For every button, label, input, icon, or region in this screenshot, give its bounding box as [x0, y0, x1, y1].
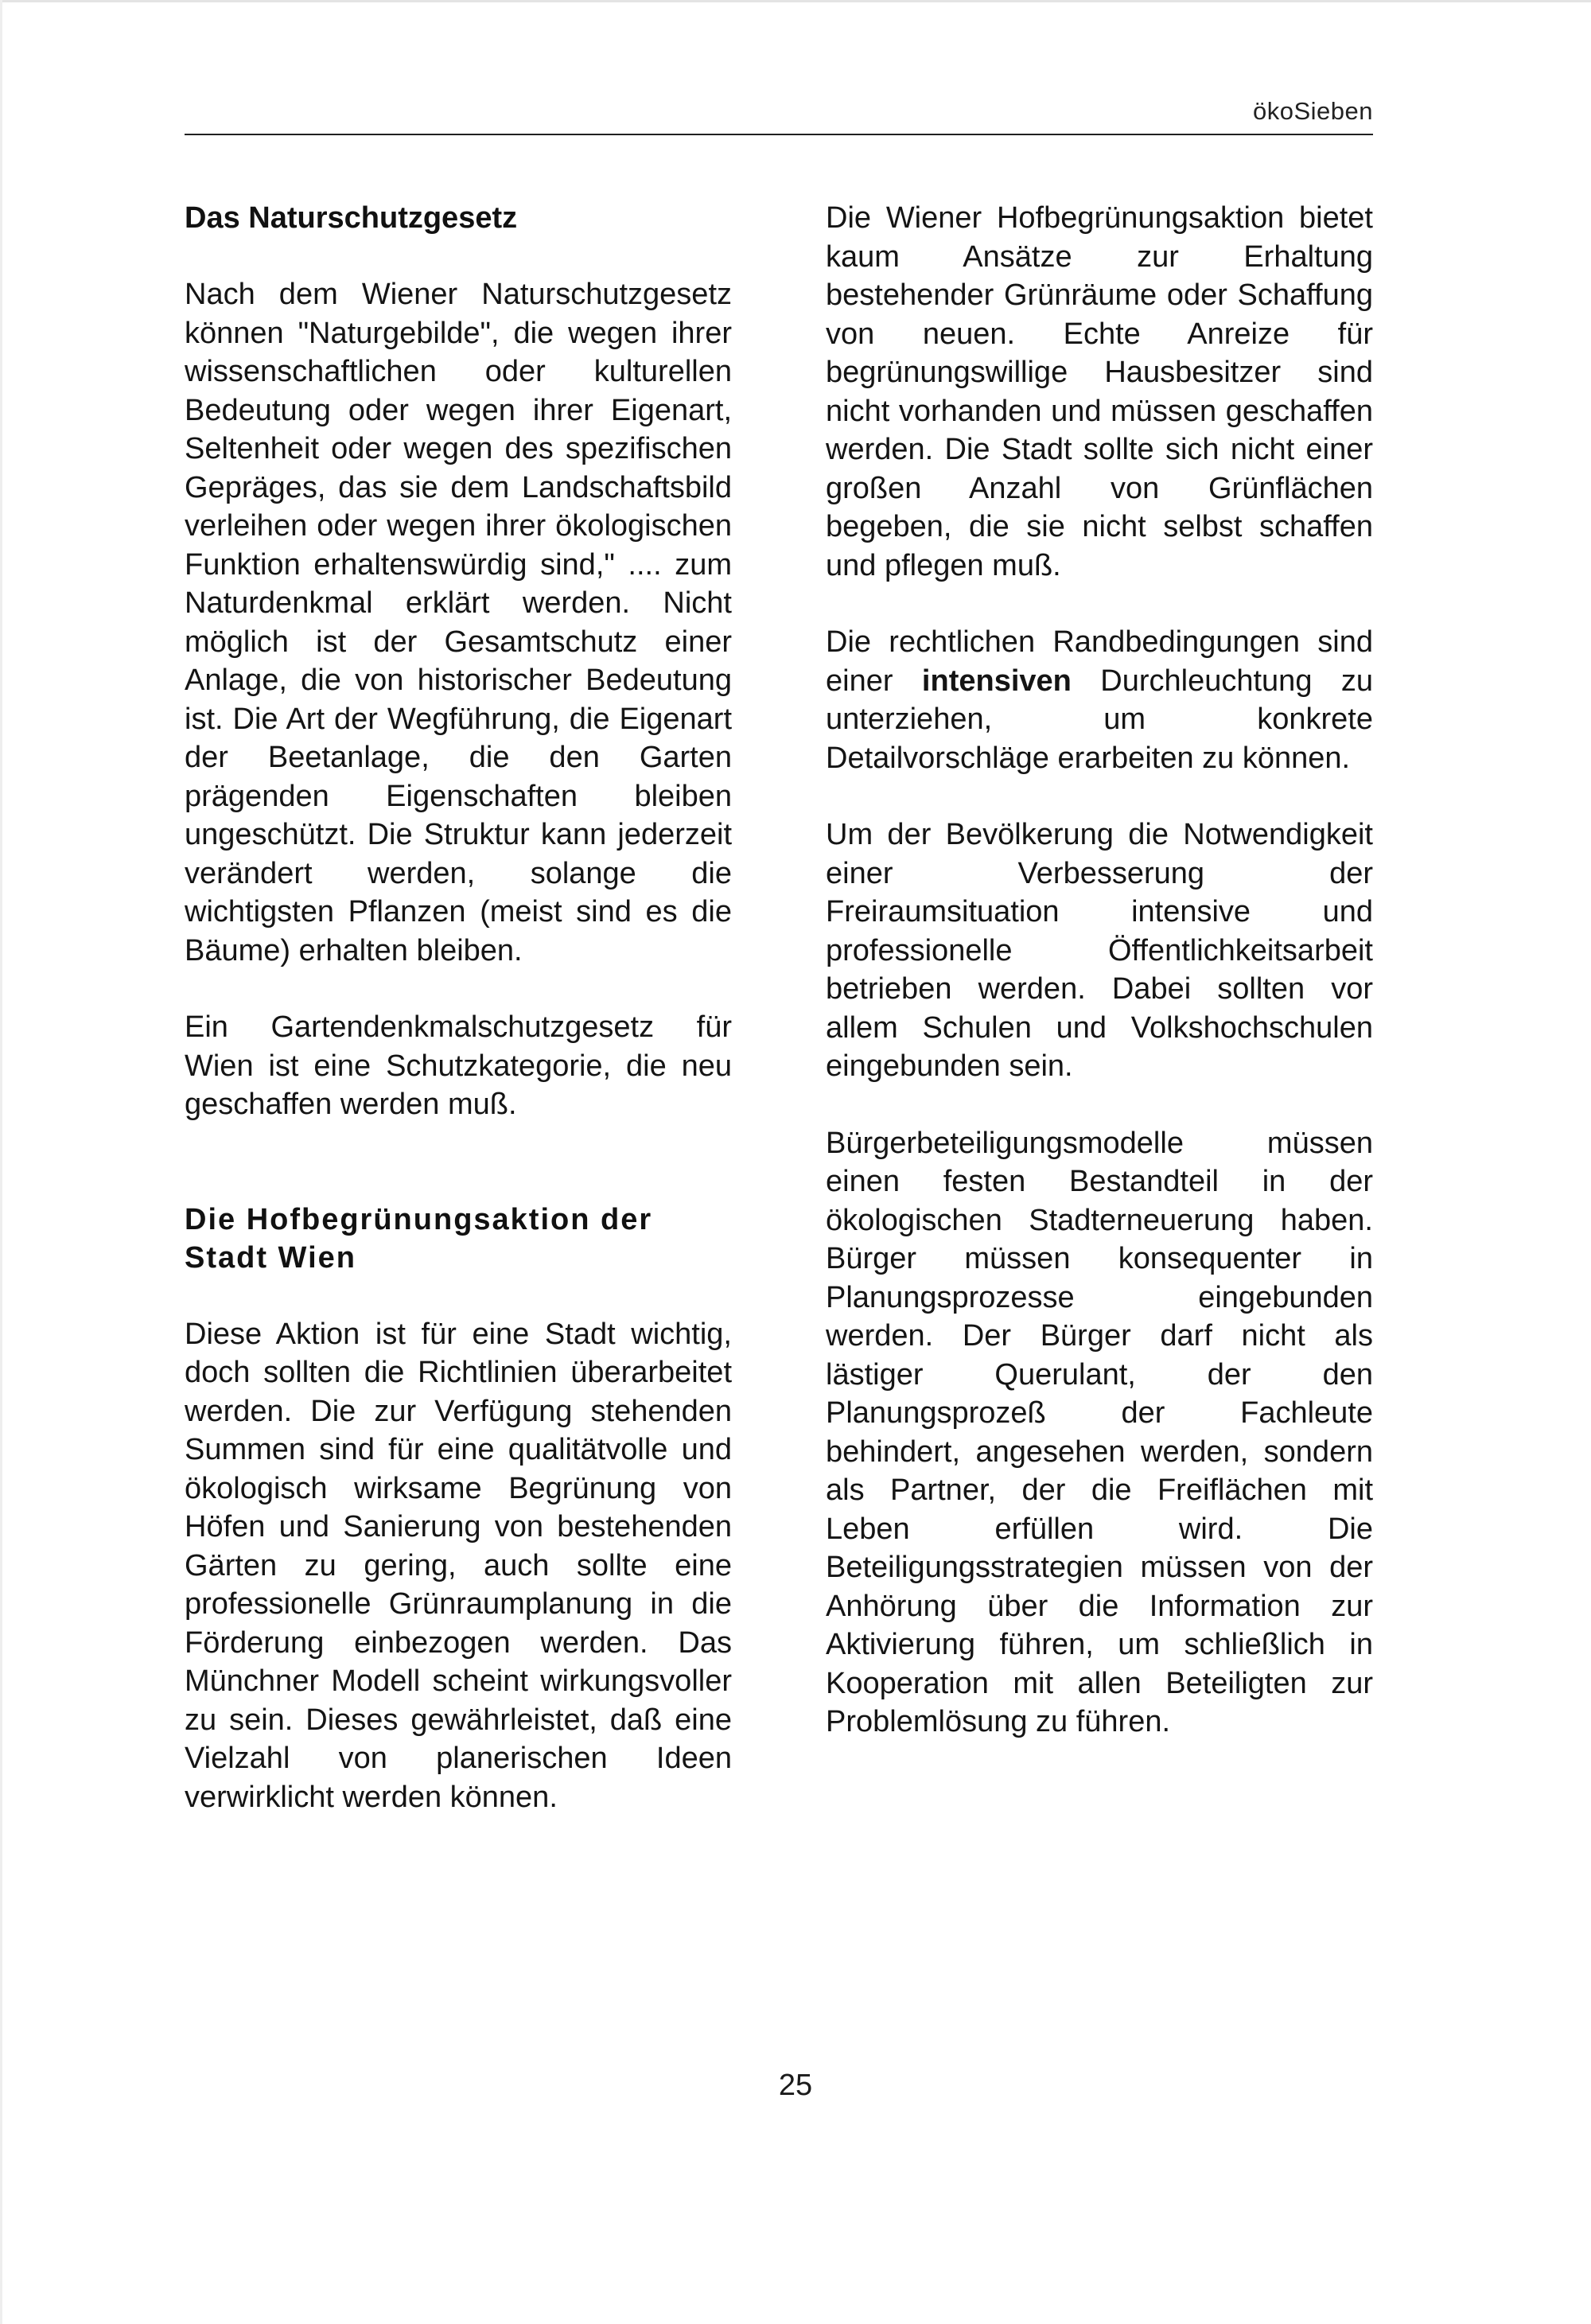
paragraph: Die Wiener Hofbegrünungsaktion bietet kaum Ansätze zur Erhaltung bestehender Grünräume oder Schaffung von neuen. Echte Anreize für begrünungswillige Hausbesitzer sind nicht vorhanden und müssen geschaffen werden. Die Stadt sollte sich nicht einer großen Anzahl von Grünflächen begeben, die sie nicht selbst schaffen und pflegen muß. [826, 201, 1373, 582]
page-edge [0, 0, 1591, 2]
paragraph-with-emphasis [826, 623, 1373, 777]
paragraph-text: Durchleuchtung zu unterziehen, um konkrete Detailvorschläge erarbeiten zu können. [826, 664, 1373, 775]
paragraph: Diese Aktion ist für eine Stadt wichtig, doch sollten die Richtlinien überarbeitet werden. Die zur Verfügung stehenden Summen sind für eine qualitätvolle und ökologisch wirksame Begrünung von Höfen und Sanierung von bestehenden Gärten zu gering, auch sollte eine professionelle Grünraumplanung in die Förderung einbezogen werden. Das Münchner Modell scheint wirkungsvoller zu sein. Dieses gewährleistet, daß eine Vielzahl von planerischen Ideen verwirklicht werden können. [185, 1317, 732, 1814]
paragraph-text: Die rechtlichen Randbedingungen sind einer [826, 625, 1373, 698]
left-column [185, 199, 732, 1816]
paragraph: Bürgerbeteiligungsmodelle müssen einen festen Bestandteil in der ökologischen Stadterneuerung haben. Bürger müssen konsequenter in Planungsprozesse eingebunden werden. Der Bürger darf nicht als lästiger Querulant, der den Planungsprozeß der Fachleute behindert, angesehen werden, sondern als Partner, der die Freiflächen mit Leben erfüllen wird. Die Beteiligungsstrategien müssen von der Anhörung über die Information zur Aktivierung führen, um schließlich in Kooperation mit allen Beteiligten zur Problemlösung zu führen. [826, 1126, 1373, 1738]
running-title: ökoSieben [1252, 97, 1373, 125]
paragraph: Nach dem Wiener Naturschutzgesetz können "Naturgebilde", die wegen ihrer wissenschaftlichen oder kulturellen Bedeutung oder wegen ihrer Eigenart, Seltenheit oder wegen des spezifischen Gepräges, das sie dem Landschaftsbild verleihen oder wegen ihrer ökologischen Funktion erhaltenswürdig sind," .... zum Naturdenkmal erklärt werden. Nicht möglich ist der Gesamtschutz einer Anlage, die von historischer Bedeutung ist. Die Art der Wegführung, die Eigenart der Beetanlage, die den Garten prägenden Eigenschaften bleiben ungeschützt. Die Struktur kann jederzeit verändert werden, solange die wichtigsten Pflanzen (meist sind es die Bäume) erhalten bleiben. [185, 278, 732, 967]
emphasis-text: intensiven [921, 664, 1072, 698]
page-number: 25 [778, 2069, 813, 2102]
section-heading-hofbegruenungsaktion: Die Hofbegrünungsaktion der Stadt Wien [185, 1202, 653, 1275]
paragraph: Um der Bevölkerung die Notwendigkeit einer Verbesserung der Freiraumsituation intensive und professionelle Öffentlichkeitsarbeit betrieben werden. Dabei sollten vor allem Schulen und Volkshochschulen eingebunden sein. [826, 818, 1373, 1083]
running-header [185, 92, 1373, 135]
page-edge-left [0, 0, 2, 2324]
paragraph: Ein Gartendenkmalschutzgesetz für Wien ist eine Schutzkategorie, die neu geschaffen werden muß. [185, 1010, 732, 1121]
section-heading-naturschutzgesetz: Das Naturschutzgesetz [185, 201, 518, 235]
right-column [826, 199, 1373, 1742]
